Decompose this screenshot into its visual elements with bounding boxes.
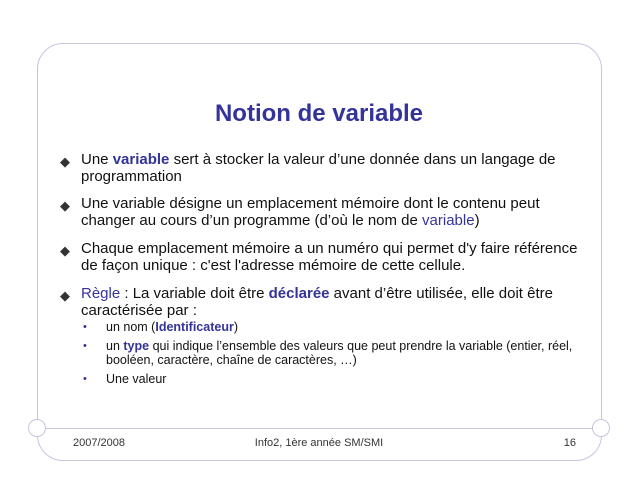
sub-text-1: un nom (Identificateur) xyxy=(106,320,239,334)
frame-circle-left xyxy=(28,419,46,437)
diamond-bullet-icon: ◆ xyxy=(60,198,70,213)
bullet-text-4: Règle : La variable doit être déclarée avant d’être utilisée, elle doit être caractérisée par : xyxy=(81,285,553,319)
bullet-text-3: Chaque emplacement mémoire a un numéro qui permet d'y faire référence de façon unique : c'est l'adresse mémoire de cette cellule. xyxy=(81,240,578,274)
footer-course: Info2, 1ère année SM/SMI xyxy=(254,437,384,449)
dot-bullet-icon: • xyxy=(83,373,87,385)
diamond-bullet-icon: ◆ xyxy=(60,288,70,303)
footer-divider xyxy=(37,428,602,429)
dot-bullet-icon: • xyxy=(83,321,87,333)
footer-year: 2007/2008 xyxy=(73,437,125,449)
bullet-text-2: Une variable désigne un emplacement mémoire dont le contenu peut changer au cours d’un programme (d’où le nom de variable) xyxy=(81,195,540,229)
sub-text-2: un type qui indique l’ensemble des valeurs que peut prendre la variable (entier, réel, booléen, caractère, chaîne de caractères, …) xyxy=(106,339,573,367)
frame-circle-right xyxy=(592,419,610,437)
sub-text-3: Une valeur xyxy=(106,372,167,386)
slide-title: Notion de variable xyxy=(214,100,424,127)
footer-page-number: 16 xyxy=(563,437,576,449)
dot-bullet-icon: • xyxy=(83,340,87,352)
bullet-text-1: Une variable sert à stocker la valeur d’une donnée dans un langage de programmation xyxy=(81,151,556,185)
diamond-bullet-icon: ◆ xyxy=(60,154,70,169)
diamond-bullet-icon: ◆ xyxy=(60,243,70,258)
